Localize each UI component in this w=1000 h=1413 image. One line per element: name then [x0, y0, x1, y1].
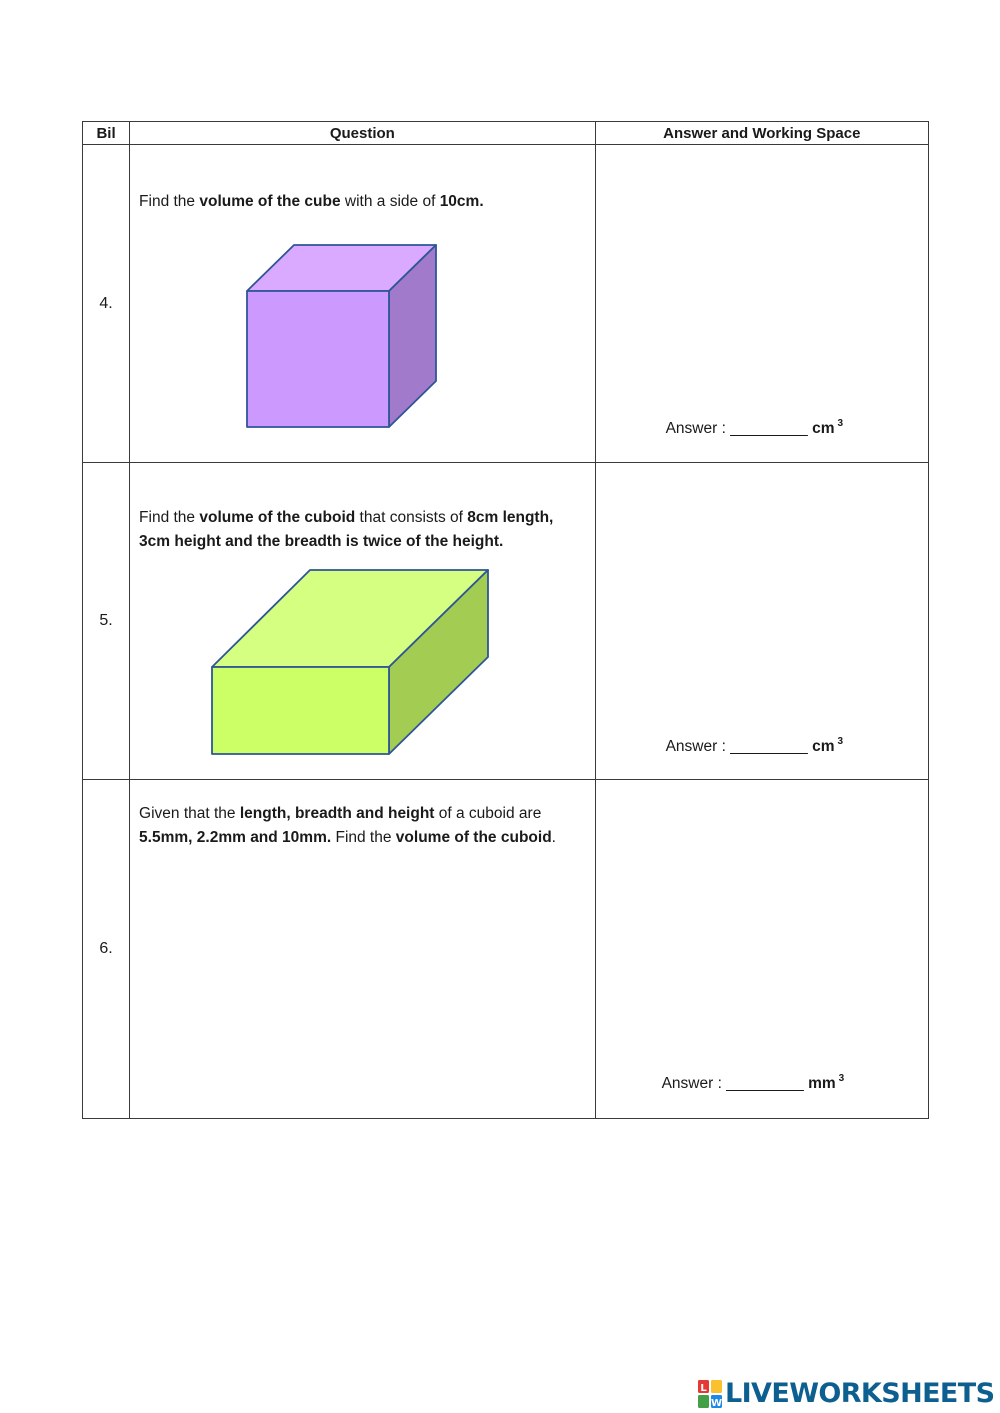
header-answer: Answer and Working Space	[595, 122, 928, 145]
worksheet-table	[82, 121, 929, 1119]
question-number: 6.	[83, 780, 130, 1119]
answer-cell[interactable]	[595, 780, 928, 1119]
question-cell	[130, 145, 596, 463]
header-bil: Bil	[83, 122, 130, 145]
header-row	[83, 122, 929, 145]
answer-cell[interactable]	[595, 145, 928, 463]
logo-tile	[698, 1395, 709, 1408]
question-row-5	[83, 463, 929, 780]
question-text: Given that the length, breadth and height of a cuboid are 5.5mm, 2.2mm and 10mm. Find the volume of the cuboid.	[139, 805, 556, 846]
question-number: 4.	[83, 145, 130, 463]
question-cell	[130, 780, 596, 1119]
cuboid-front-face	[212, 667, 389, 754]
logo-tile	[711, 1380, 722, 1393]
question-text: Find the volume of the cuboid that consists of 8cm length, 3cm height and the breadth is twice of the height.	[139, 509, 554, 550]
cube-front-face	[247, 291, 389, 427]
answer-line[interactable]: Answer : _________ mm $^3$	[661, 1073, 845, 1092]
cube-figure	[240, 241, 440, 433]
logo-letter: L	[700, 1382, 707, 1394]
liveworksheets-logo-icon	[698, 1380, 722, 1408]
answer-line[interactable]: Answer : _________ cm $^3$	[665, 418, 844, 437]
liveworksheets-logo-text: LIVEWORKSHEETS	[725, 1378, 995, 1409]
answer-cell[interactable]	[595, 463, 928, 780]
question-text: Find the volume of the cube with a side of 10cm.	[139, 193, 484, 210]
answer-line[interactable]: Answer : _________ cm $^3$	[665, 736, 844, 755]
header-question: Question	[130, 122, 596, 145]
liveworksheets-logo	[698, 1378, 994, 1409]
question-row-4	[83, 145, 929, 463]
question-cell	[130, 463, 596, 780]
question-number: 5.	[83, 463, 130, 780]
question-row-6	[83, 780, 929, 1119]
logo-letter: W	[710, 1397, 722, 1408]
cuboid-figure	[208, 568, 493, 760]
